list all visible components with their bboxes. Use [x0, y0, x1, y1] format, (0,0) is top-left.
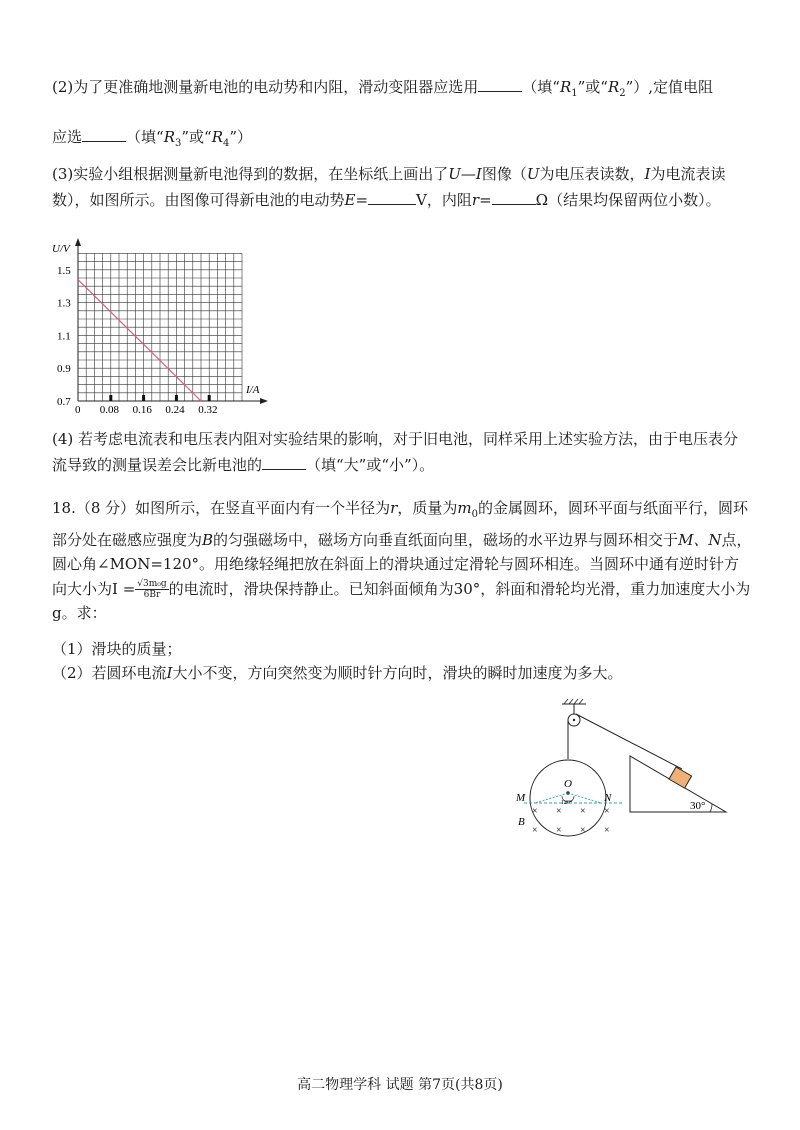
x-tick-mark [109, 395, 112, 401]
y-tick-label: 1.1 [57, 330, 71, 343]
x-tick-mark [208, 395, 211, 401]
field-cross: × [604, 806, 610, 817]
ui-chart [46, 238, 286, 420]
label-b: B [518, 816, 525, 828]
question-4: (4) 若考虑电流表和电压表内阻对实验结果的影响，对于旧电池，同样采用上述实验方法，由于电压表分流导致的测量误差会比新电池的 （填“大”或“小”）。 [52, 430, 739, 474]
y-tick-label: 0.7 [57, 396, 71, 408]
y-axis-arrow [75, 238, 81, 246]
question-18: 18.（8 分）如图所示，在竖直平面内有一个半径为r，质量为$m_0$的金属圆环，圆环平面与纸面平行，圆环部分处在磁感应强度为B的匀强磁场中，磁场方向垂直纸面向里，磁场的水平边界与圆环相交于M、N点，圆心角∠MON=120°。用绝缘轻绳把放在斜面上的滑块通过定滑轮与圆环相连。当圆环中通有逆时针方向大小为I = $\frac{\text{√3m₀g}}{6Br}$ 的电流时，滑块保持静止。已知斜面倾角为30°，斜面和滑轮均光滑，重力加速度大小为g。求： [52, 499, 752, 622]
current-fraction: $\frac{\text{√3m₀g}}{6Br}$ [137, 579, 167, 600]
radius-on [568, 793, 601, 803]
rope-incline [576, 714, 682, 769]
y-tick-label: 1.5 [57, 264, 71, 277]
y-axis-label: U/V [52, 243, 70, 255]
y-tick-label: 0.9 [57, 363, 71, 376]
question-3: (3)实验小组根据测量新电池得到的数据，在坐标纸上画出了U—I图像（U为电压表读数，I为电流表读数），如图所示。由图像可得新电池的电动势E= V，内阻r= Ω（结果均保留两位小数）。 [52, 165, 726, 209]
label-n: N [604, 792, 612, 804]
question-18-sub-1: （1）滑块的质量； [52, 640, 182, 658]
page-footer: 高二物理学科 试题 第7页(共8页) [297, 1077, 503, 1093]
x-tick-label: 0.08 [99, 404, 120, 416]
x-axis-label: I/A [246, 384, 260, 396]
field-cross: × [604, 825, 610, 836]
field-cross: × [580, 825, 586, 836]
x-tick-label: 0.24 [165, 404, 185, 416]
field-cross: × [532, 806, 538, 817]
metal-ring [530, 760, 606, 836]
chart-grid [78, 253, 242, 401]
question-18-sub-2: （2）若圆环电流I大小不变，方向突然变为顺时针方向时，滑块的瞬时加速度为多大。 [52, 664, 623, 682]
pulley-axle [573, 719, 575, 721]
x-tick-label: 0.32 [198, 404, 218, 416]
field-cross: × [580, 806, 586, 817]
question-2-line-1: (2)为了更准确地测量新电池的电动势和内阻，滑动变阻器应选用 （填“$R_1$”或“$R_2$”）,定值电阻 [52, 74, 752, 107]
field-cross: × [532, 825, 538, 836]
x-axis-arrow [260, 398, 268, 404]
field-cross: × [556, 825, 562, 836]
x-tick-mark [175, 395, 178, 401]
label-o: O [564, 778, 572, 790]
field-cross: × [556, 806, 562, 817]
label-m: M [516, 792, 526, 804]
fit-line [78, 280, 201, 401]
question-2-line-2: 应选 （填“$R_3$”或“$R_4$”） [52, 124, 752, 157]
angle-label: 120° [561, 800, 573, 806]
ceiling-hatch [564, 699, 583, 704]
answer-blank [262, 453, 306, 470]
x-tick-mark [142, 395, 145, 401]
answer-blank [368, 188, 416, 205]
y-tick-label: 1.3 [57, 297, 71, 310]
incline-angle-label: 30° [690, 800, 706, 812]
answer-blank [478, 75, 522, 92]
answer-blank [492, 188, 536, 205]
x-tick-label: 0.16 [132, 404, 152, 416]
physics-figure [510, 696, 740, 841]
x-tick-label: 0 [75, 404, 81, 416]
answer-blank [82, 125, 126, 142]
